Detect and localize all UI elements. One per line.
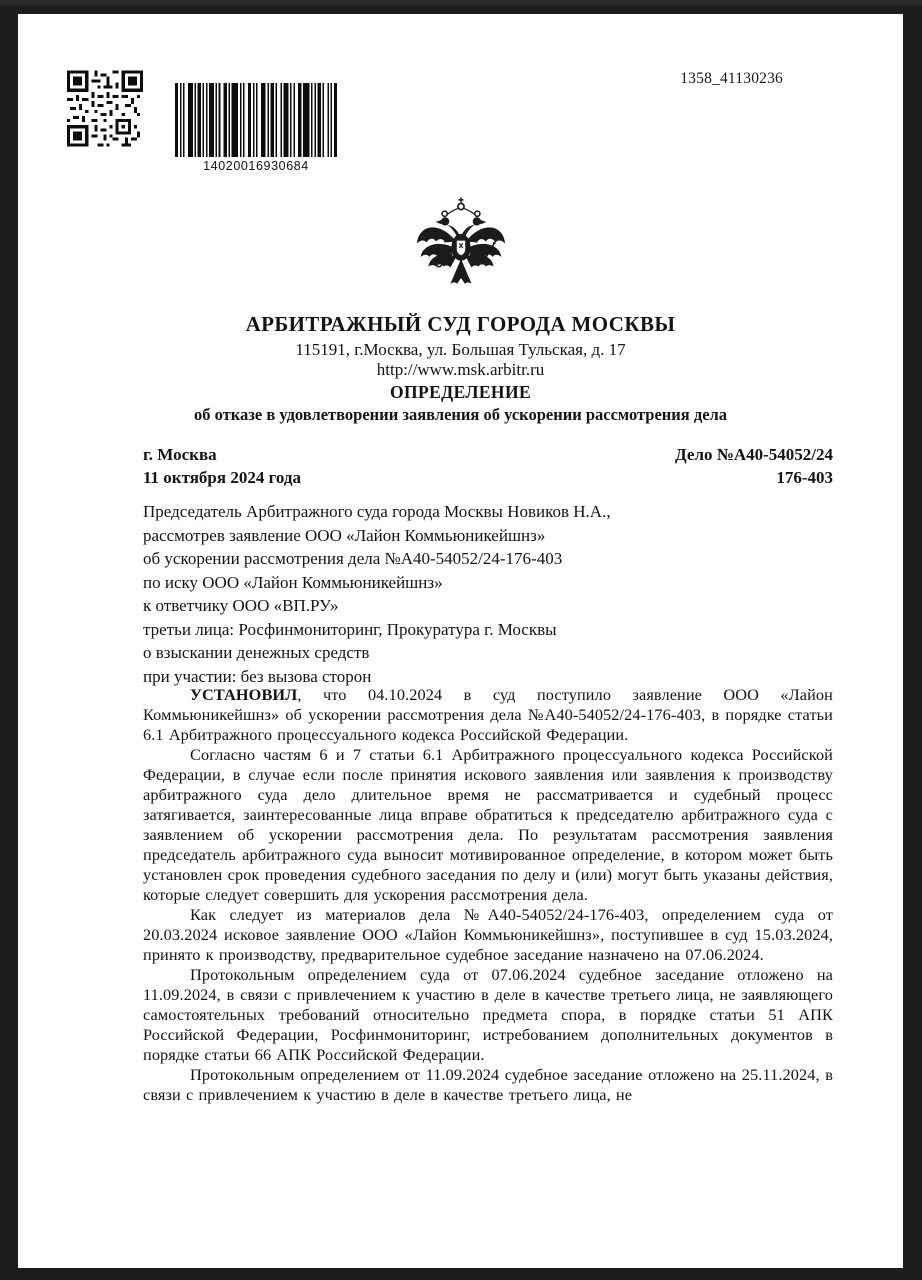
- paragraph-case-history: Как следует из материалов дела №А40-54052/24-176-403, определением суда от 20.03.2024 исковое заявление ООО «Лайон Коммьюникейшнз», поступившее в суд 15.03.2024, принято к производству, предварительное судебное заседание назначено на 07.06.2024.: [143, 905, 833, 964]
- party-line-defendant: к ответчику ООО «ВП.РУ»: [143, 596, 339, 615]
- document-id: 1358_41130236: [680, 70, 783, 87]
- court-name: АРБИТРАЖНЫЙ СУД ГОРОДА МОСКВЫ: [245, 312, 676, 336]
- case-city: г. Москва: [143, 445, 217, 464]
- barcode-bars-icon: [175, 83, 337, 157]
- case-place-date: [143, 443, 301, 489]
- case-info: [143, 443, 833, 489]
- court-header: [18, 314, 903, 425]
- qr-code-icon: [67, 70, 143, 147]
- document-type: ОПРЕДЕЛЕНИЕ: [389, 382, 532, 402]
- parties-block: [143, 500, 833, 688]
- party-line-third-parties: третьи лица: Росфинмониторинг, Прокуратура г. Москвы: [143, 619, 557, 639]
- party-line-subject: об ускорении рассмотрения дела №А40-54052/24-176-403: [143, 549, 563, 568]
- party-line-claim: о взыскании денежных средств: [143, 643, 370, 662]
- double-eagle-icon: [413, 192, 509, 294]
- ustanovil-text: , что 04.10.2024 в суд поступило заявление ООО «Лайон Коммьюникейшнз» об ускорении рассмотрения дела №А40-54052/24-176-403, в порядке статьи 6.1 Арбитражного процессуального кодекса Российской Федерации.: [143, 685, 833, 744]
- document-page: [18, 14, 903, 1268]
- coat-of-arms: [18, 192, 903, 294]
- case-date: 11 октября 2024 года: [143, 468, 301, 487]
- case-number: [675, 443, 833, 489]
- barcode-number: 14020016930684: [203, 159, 309, 173]
- party-line-attendance: при участии: без вызова сторон: [143, 666, 372, 686]
- paragraph-first-deferral: Протокольным определением суда от 07.06.2024 судебное заседание отложено на 11.09.2024, в связи с привлечением к участию в деле в качестве третьего лица, не заявляющего самостоятельных требований относительно предмета спора, в порядке статьи 51 АПК Российской Федерации, Росфинмониторинг, истребованием дополнительных документов в порядке статьи 66 АПК Российской Федерации.: [143, 965, 833, 1064]
- party-line-plaintiff: по иску ООО «Лайон Коммьюникейшнз»: [143, 572, 443, 592]
- ustanovil-label: УСТАНОВИЛ: [190, 685, 298, 704]
- barcode: [175, 83, 337, 173]
- paragraph-law-basis: Согласно частям 6 и 7 статьи 6.1 Арбитражного процессуального кодекса Российской Федерации, в случае если после принятия искового заявления или заявления к производству арбитражного суда дело длительное время не рассматривается и судебный процесс затягивается, заинтересованные лица вправе обратиться к председателю арбитражного суда с заявлением об ускорении рассмотрения дела. По результатам рассмотрения заявления председатель арбитражного суда выносит мотивированное определение, в котором может быть установлен срок проведения судебного заседания по делу и (или) могут быть указаны действия, которые следует совершить для ускорения рассмотрения дела.: [143, 745, 833, 904]
- case-number-label: Дело №А40-54052/24: [675, 445, 833, 464]
- party-line-judge: Председатель Арбитражного суда города Москвы Новиков Н.А.,: [143, 502, 611, 521]
- court-website: http://www.msk.arbitr.ru: [376, 360, 545, 379]
- paragraph-ustanovil: [143, 685, 833, 745]
- ruling-body: [143, 685, 833, 1105]
- document-subtitle: об отказе в удовлетворении заявления об ускорении рассмотрения дела: [193, 405, 728, 424]
- party-line-application: рассмотрев заявление ООО «Лайон Коммьюникейшнз»: [143, 525, 546, 545]
- court-address: 115191, г.Москва, ул. Большая Тульская, д. 17: [295, 340, 626, 359]
- paragraph-second-deferral: Протокольным определением от 11.09.2024 судебное заседание отложено на 25.11.2024, в связи с привлечением к участию в деле в качестве третьего лица, не: [143, 1065, 833, 1104]
- case-number-suffix: 176-403: [776, 468, 833, 487]
